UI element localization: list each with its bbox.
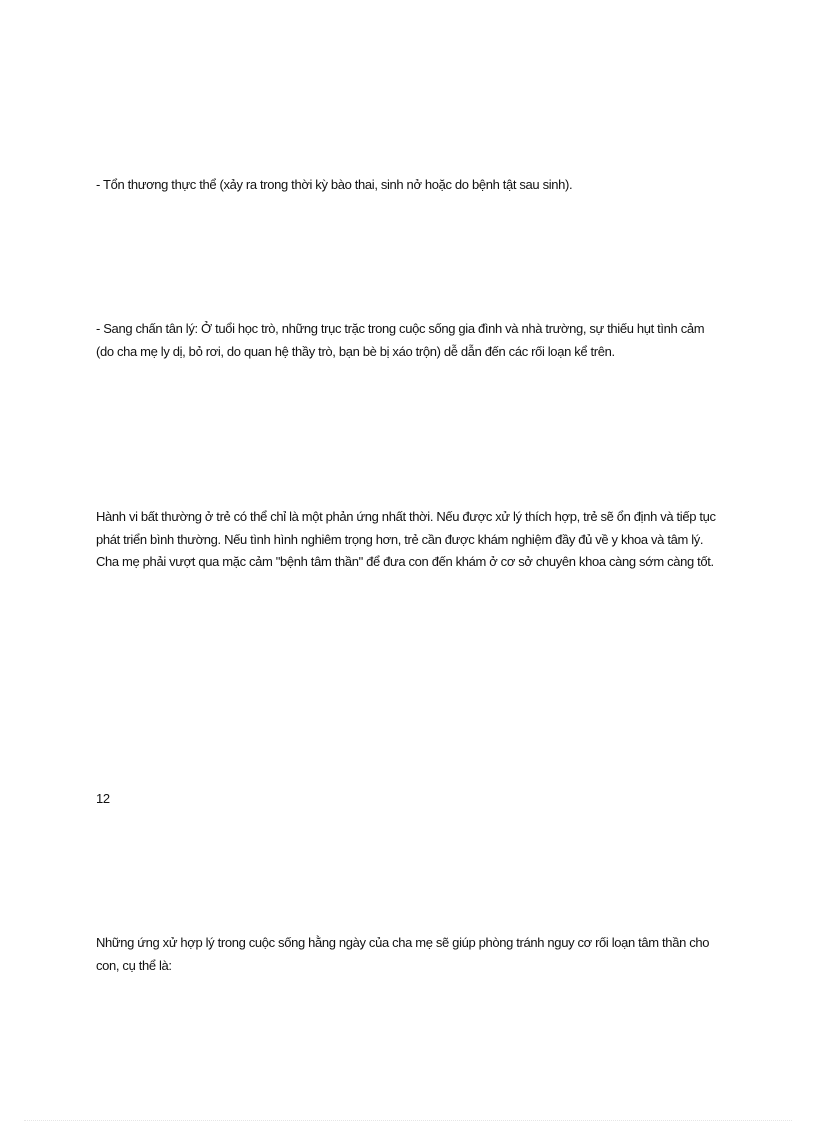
paragraph-physical-damage: - Tổn thương thực thể (xảy ra trong thời kỳ bào thai, sinh nở hoặc do bệnh tật sau sinh). bbox=[96, 177, 573, 192]
paragraph-parent-behavior: Những ứng xử hợp lý trong cuộc sống hằng ngày của cha mẹ sẽ giúp phòng tránh nguy cơ rối loạn tâm thần cho con, cụ thể là: bbox=[96, 935, 710, 973]
paragraph-psychological-trauma: - Sang chấn tân lý: Ở tuổi học trò, những trục trặc trong cuộc sống gia đình và nhà trường, sự thiếu hụt tình cảm (do cha mẹ ly dị, bỏ rơi, do quan hệ thầy trò, bạn bè bị xáo trộn) dễ dẫn đến các rối loạn kể trên. bbox=[96, 321, 705, 359]
paragraph-abnormal-behavior: Hành vi bất thường ở trẻ có thể chỉ là một phản ứng nhất thời. Nếu được xử lý thích hợp, trẻ sẽ ổn định và tiếp tục phát triển bình thường. Nếu tình hình nghiêm trọng hơn, trẻ cần được khám nghiệm đầy đủ về y khoa và tâm lý. Cha mẹ phải vượt qua mặc cảm "bệnh tâm thần" để đưa con đến khám ở cơ sở chuyên khoa càng sớm càng tốt. bbox=[96, 509, 716, 569]
page-number: 12 bbox=[96, 791, 110, 806]
page-bottom-divider bbox=[24, 1120, 792, 1121]
